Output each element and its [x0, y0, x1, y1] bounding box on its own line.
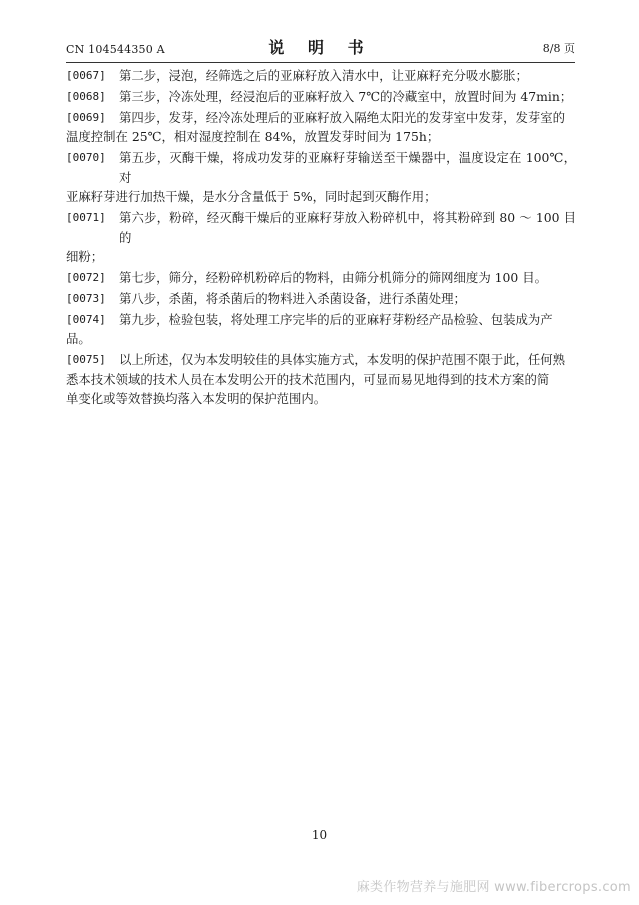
paragraph-0071 — [66, 208, 576, 266]
paragraph-0072 — [66, 268, 576, 287]
paragraph-0068 — [66, 87, 576, 106]
document-body — [66, 66, 576, 410]
paragraph-number: [0067] — [66, 69, 106, 82]
page-number: 10 — [311, 828, 328, 842]
paragraph-text: 第四步，发芽，经冷冻处理后的亚麻籽放入隔绝太阳光的发芽室中发芽，发芽室的 — [119, 110, 566, 125]
paragraph-text-continued: 悉本技术领域的技术人员在本发明公开的技术范围内，可显而易见地得到的技术方案的简 — [66, 371, 550, 387]
paragraph-0069 — [66, 108, 576, 147]
paragraph-text: 第七步，筛分，经粉碎机粉碎后的物料，由筛分机筛分的筛网细度为 100 目。 — [119, 270, 548, 286]
paragraph-text: 以上所述，仅为本发明较佳的具体实施方式，本发明的保护范围不限于此，任何熟 — [119, 352, 566, 368]
paragraph-number: [0069] — [66, 111, 106, 124]
paragraph-0067 — [66, 66, 576, 85]
paragraph-0070 — [66, 148, 576, 206]
paragraph-text-continued: 单变化或等效替换均落入本发明的保护范围内。 — [66, 391, 327, 407]
paragraph-0073 — [66, 289, 576, 308]
patent-number: CN 104544350 A — [66, 43, 165, 56]
paragraph-text: 第二步，浸泡，经筛选之后的亚麻籽放入清水中，让亚麻籽充分吸水膨胀； — [119, 68, 528, 83]
paragraph-text: 第三步，冷冻处理，经浸泡后的亚麻籽放入 7℃的冷藏室中，放置时间为 47min； — [119, 89, 573, 104]
site-watermark: 麻类作物营养与施肥网 www.fibercrops.com — [356, 880, 631, 895]
paragraph-number: [0068] — [66, 90, 106, 103]
paragraph-number: [0075] — [66, 353, 106, 367]
paragraph-text: 第九步，检验包装，将处理工序完毕的后的亚麻籽芽粉经产品检验、包装成为产 — [119, 312, 553, 328]
paragraph-number: [0070] — [66, 151, 106, 165]
paragraph-number: [0074] — [66, 313, 106, 327]
paragraph-text: 第六步，粉碎，经灭酶干燥后的亚麻籽芽放入粉碎机中，将其粉碎到 80 ～ 100 目的 — [119, 210, 576, 245]
paragraph-text-continued: 品。 — [66, 331, 91, 347]
paragraph-number: [0071] — [66, 211, 106, 225]
paragraph-0075 — [66, 350, 576, 408]
paragraph-text-continued: 细粉； — [66, 249, 104, 265]
page-header — [66, 36, 575, 60]
paragraph-text-continued: 亚麻籽芽进行加热干燥，是水分含量低于 5%，同时起到灭酶作用； — [66, 189, 437, 205]
paragraph-0074 — [66, 310, 576, 349]
document-title: 说 明 书 — [268, 38, 373, 57]
page-indicator: 8/8 页 — [542, 42, 575, 55]
paragraph-number: [0072] — [66, 271, 106, 285]
header-divider — [66, 62, 575, 63]
paragraph-number: [0073] — [66, 292, 106, 306]
paragraph-text: 第八步，杀菌，将杀菌后的物料进入杀菌设备，进行杀菌处理； — [119, 291, 466, 307]
paragraph-text: 第五步，灭酶干燥，将成功发芽的亚麻籽芽输送至干燥器中，温度设定在 100℃，对 — [119, 150, 576, 185]
paragraph-text-continued: 温度控制在 25℃，相对湿度控制在 84%，放置发芽时间为 175h； — [66, 129, 440, 145]
